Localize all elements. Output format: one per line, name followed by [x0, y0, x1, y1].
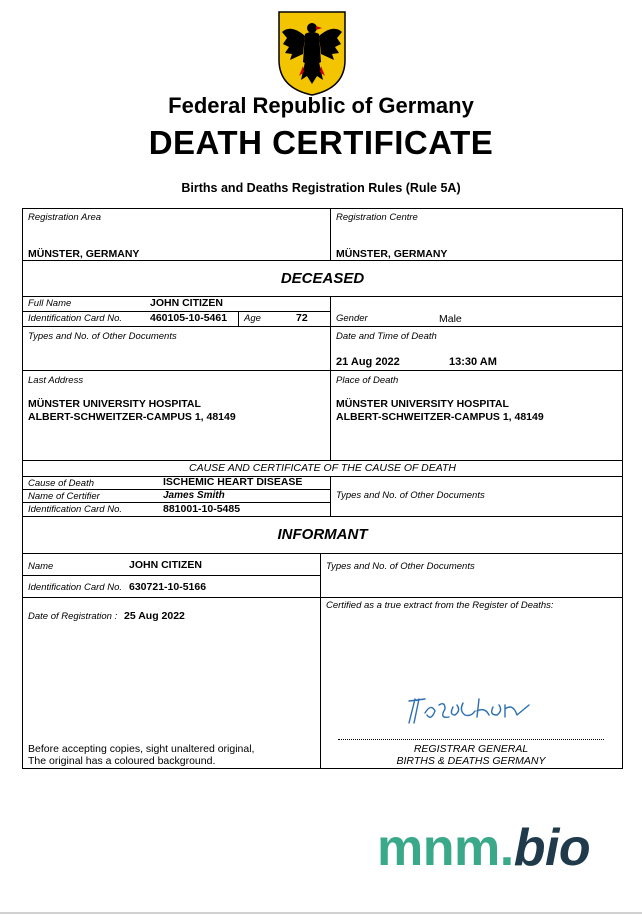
cause-section-title: CAUSE AND CERTIFICATE OF THE CAUSE OF DEATH [188, 462, 456, 474]
registration-date-label: Date of Registration : [28, 611, 118, 622]
full-name-value: JOHN CITIZEN [150, 297, 223, 309]
id-card-value: 460105-10-5461 [150, 312, 228, 324]
certifier-id-label: Identification Card No. [28, 504, 122, 515]
last-address-line2: ALBERT-SCHWEITZER-CAMPUS 1, 48149 [28, 411, 236, 423]
registration-area-label: Registration Area [28, 212, 102, 223]
last-address-label: Last Address [28, 375, 84, 386]
deceased-section-title: DECEASED [280, 270, 365, 287]
certifier-name-value: James Smith [163, 490, 225, 501]
informant-section-title: INFORMANT [277, 526, 368, 543]
divider [22, 476, 623, 477]
age-label: Age [244, 313, 261, 324]
id-card-label: Identification Card No. [28, 313, 122, 324]
date-time-death-label: Date and Time of Death [336, 331, 437, 342]
cause-of-death-value: ISCHEMIC HEART DISEASE [163, 476, 303, 488]
gender-label: Gender [336, 313, 368, 324]
coat-of-arms-icon [277, 10, 347, 96]
registrar-signature [405, 693, 535, 729]
registration-centre-label: Registration Centre [336, 212, 418, 223]
divider [22, 575, 320, 576]
date-of-death-value: 21 Aug 2022 [336, 356, 400, 368]
informant-id-label: Identification Card No. [28, 582, 122, 593]
brand-logo [377, 818, 590, 878]
divider [22, 260, 623, 261]
divider [330, 476, 331, 517]
certifier-other-documents-label: Types and No. of Other Documents [336, 490, 485, 501]
last-address-line1: MÜNSTER UNIVERSITY HOSPITAL [28, 398, 201, 410]
brand-logo-part2: bio [513, 819, 591, 877]
certifier-id-value: 881001-10-5485 [163, 503, 241, 515]
certified-extract-label: Certified as a true extract from the Register of Deaths: [326, 600, 554, 611]
country-title: Federal Republic of Germany [168, 93, 474, 118]
other-documents-label: Types and No. of Other Documents [28, 331, 177, 342]
registration-date-value: 25 Aug 2022 [124, 610, 185, 622]
rule-subtitle: Births and Deaths Registration Rules (Rule 5A) [181, 181, 461, 195]
divider [22, 370, 623, 371]
divider [238, 311, 239, 326]
registrar-line1: REGISTRAR GENERAL [413, 743, 529, 755]
signature-line [338, 739, 604, 740]
place-of-death-label: Place of Death [336, 375, 399, 386]
divider [22, 597, 623, 598]
divider [330, 296, 331, 460]
informant-other-documents-label: Types and No. of Other Documents [326, 561, 475, 572]
brand-logo-part1: mnm. [377, 819, 514, 877]
place-of-death-line2: ALBERT-SCHWEITZER-CAMPUS 1, 48149 [336, 411, 544, 423]
full-name-label: Full Name [28, 298, 72, 309]
notice-line1: Before accepting copies, sight unaltered original, [28, 743, 255, 755]
place-of-death-line1: MÜNSTER UNIVERSITY HOSPITAL [336, 398, 509, 410]
informant-id-value: 630721-10-5166 [129, 581, 207, 593]
divider [330, 208, 331, 260]
age-value: 72 [296, 312, 308, 324]
gender-value: Male [439, 313, 462, 325]
divider [320, 553, 321, 769]
informant-name-value: JOHN CITIZEN [129, 559, 202, 571]
registrar-line2: BIRTHS & DEATHS GERMANY [396, 755, 546, 767]
page-bottom-border [0, 912, 642, 914]
divider [22, 326, 623, 327]
notice-line2: The original has a coloured background. [28, 755, 216, 767]
cause-of-death-label: Cause of Death [28, 478, 95, 489]
registration-area-value: MÜNSTER, GERMANY [28, 248, 140, 260]
time-of-death-value: 13:30 AM [449, 356, 497, 368]
certifier-name-label: Name of Certifier [28, 491, 100, 502]
informant-name-label: Name [28, 561, 54, 572]
registration-centre-value: MÜNSTER, GERMANY [336, 248, 448, 260]
divider [22, 296, 623, 297]
divider [22, 460, 623, 461]
divider [22, 553, 623, 554]
document-title: DEATH CERTIFICATE [148, 124, 494, 161]
